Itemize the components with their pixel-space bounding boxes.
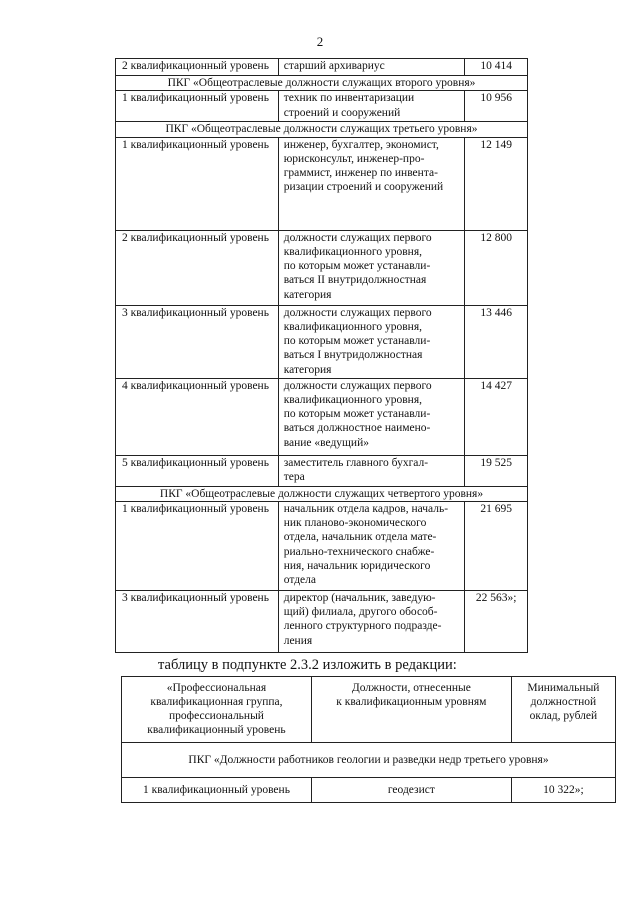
header-line: квалификационная группа, [150,696,283,708]
table-row [116,59,528,76]
salary-cell: 10 322»; [511,778,615,803]
salary-cell: 12 149 [465,137,528,230]
header-line: Минимальный [527,682,600,694]
position-line: отдела [283,574,316,587]
level-cell: 1 квалификационный уровень [122,778,312,803]
position-line: риально-технического снабже- [283,545,435,558]
level-cell: 3 квалификационный уровень [116,590,279,652]
positions-cell [278,137,465,230]
salary-cell: 21 695 [465,501,528,590]
level-cell: 3 квалификационный уровень [116,305,279,378]
level-cell: 2 квалификационный уровень [116,59,279,76]
header-positions [311,677,511,743]
header-line: должностной [530,696,597,708]
header-group-level [122,677,312,743]
positions-cell [278,305,465,378]
position-line: старший архивариус [283,60,385,72]
group-row [116,76,528,91]
level-cell: 4 квалификационный уровень [116,378,279,455]
level-cell: 2 квалификационный уровень [116,230,279,305]
salary-cell: 22 563»; [465,590,528,652]
positions-cell [278,230,465,305]
table-row [116,305,528,378]
position-line: директор (начальник, заведую- [283,591,436,604]
header-line: «Профессиональная [166,682,267,694]
position-line: отдела, начальник отдела мате- [283,531,437,544]
position-cell: геодезист [311,778,511,803]
group-row [116,122,528,137]
table-row [116,137,528,230]
position-line: ризации строений и сооружений [283,181,444,194]
header-line: оклад, рублей [529,710,598,722]
amendment-intro-text: таблицу в подпункте 2.3.2 изложить в редакции: [158,657,457,673]
positions-cell [278,378,465,455]
position-line: ник планово-экономического [283,517,427,530]
table-row [116,230,528,305]
page-number: 2 [316,34,324,49]
position-line: строений и сооружений [283,106,401,119]
position-line: должности служащих первого [283,306,432,319]
position-line: по которым может устанавли- [283,260,431,273]
group-row [122,743,616,778]
position-line: ваться должностное наимено- [283,422,431,435]
header-line: Должности, отнесенные [351,682,471,694]
table-row [116,378,528,455]
level-cell: 5 квалификационный уровень [116,455,279,486]
level-cell: 1 квалификационный уровень [116,137,279,230]
position-line: тера [283,470,305,483]
table-row [116,91,528,122]
position-line: по которым может устанавли- [283,335,431,348]
salary-cell: 12 800 [465,230,528,305]
positions-cell [278,501,465,590]
level-cell: 1 квалификационный уровень [116,501,279,590]
header-line: профессиональный [168,710,264,722]
table-row [116,590,528,652]
salary-cell: 10 956 [465,91,528,122]
group-title: ПКГ «Общеотраслевые должности служащих четвертого уровня» [116,486,528,501]
table-header-row [122,677,616,743]
position-line: ваться II внутридолжностная [283,274,427,287]
positions-cell [278,455,465,486]
position-line: категория [283,363,332,376]
position-line: категория [283,288,332,301]
position-line: заместитель главного бухгал- [283,456,429,469]
position-line: техник по инвентаризации [283,92,415,105]
position-line: должности служащих первого [283,231,432,244]
group-title: ПКГ «Общеотраслевые должности служащих второго уровня» [116,76,528,91]
position-line: ления [283,634,313,647]
position-line: юрисконсульт, инженер-про- [283,152,425,165]
position-line: по которым может устанавли- [283,408,431,421]
position-line: квалификационного уровня, [283,393,422,406]
position-line: ленного структурного подразде- [283,620,442,633]
group-title: ПКГ «Должности работников геологии и разведки недр третьего уровня» [122,743,616,778]
position-line: щий) филиала, другого обособ- [283,606,438,619]
salary-table-geology [121,676,616,803]
header-salary [511,677,615,743]
salary-table-main [115,58,528,653]
level-cell: 1 квалификационный уровень [116,91,279,122]
salary-cell: 10 414 [465,59,528,76]
positions-cell [278,590,465,652]
position-line: квалификационного уровня, [283,245,422,258]
salary-cell: 14 427 [465,378,528,455]
table-row [116,501,528,590]
position-line: квалификационного уровня, [283,320,422,333]
salary-cell: 19 525 [465,455,528,486]
positions-cell [278,91,465,122]
header-line: к квалификационным уровням [336,696,487,708]
group-row [116,486,528,501]
position-line: начальник отдела кадров, началь- [283,502,449,515]
position-line: граммист, инженер по инвента- [283,167,438,180]
position-line: ния, начальник юридического [283,560,431,573]
salary-cell: 13 446 [465,305,528,378]
position-line: инженер, бухгалтер, экономист, [283,138,439,151]
header-line: квалификационный уровень [147,724,286,736]
table-row [116,455,528,486]
table-row [122,778,616,803]
group-title: ПКГ «Общеотраслевые должности служащих третьего уровня» [116,122,528,137]
position-line: вание «ведущий» [283,436,369,449]
positions-cell [278,59,465,76]
position-line: должности служащих первого [283,379,432,392]
position-line: ваться I внутридолжностная [283,349,423,362]
